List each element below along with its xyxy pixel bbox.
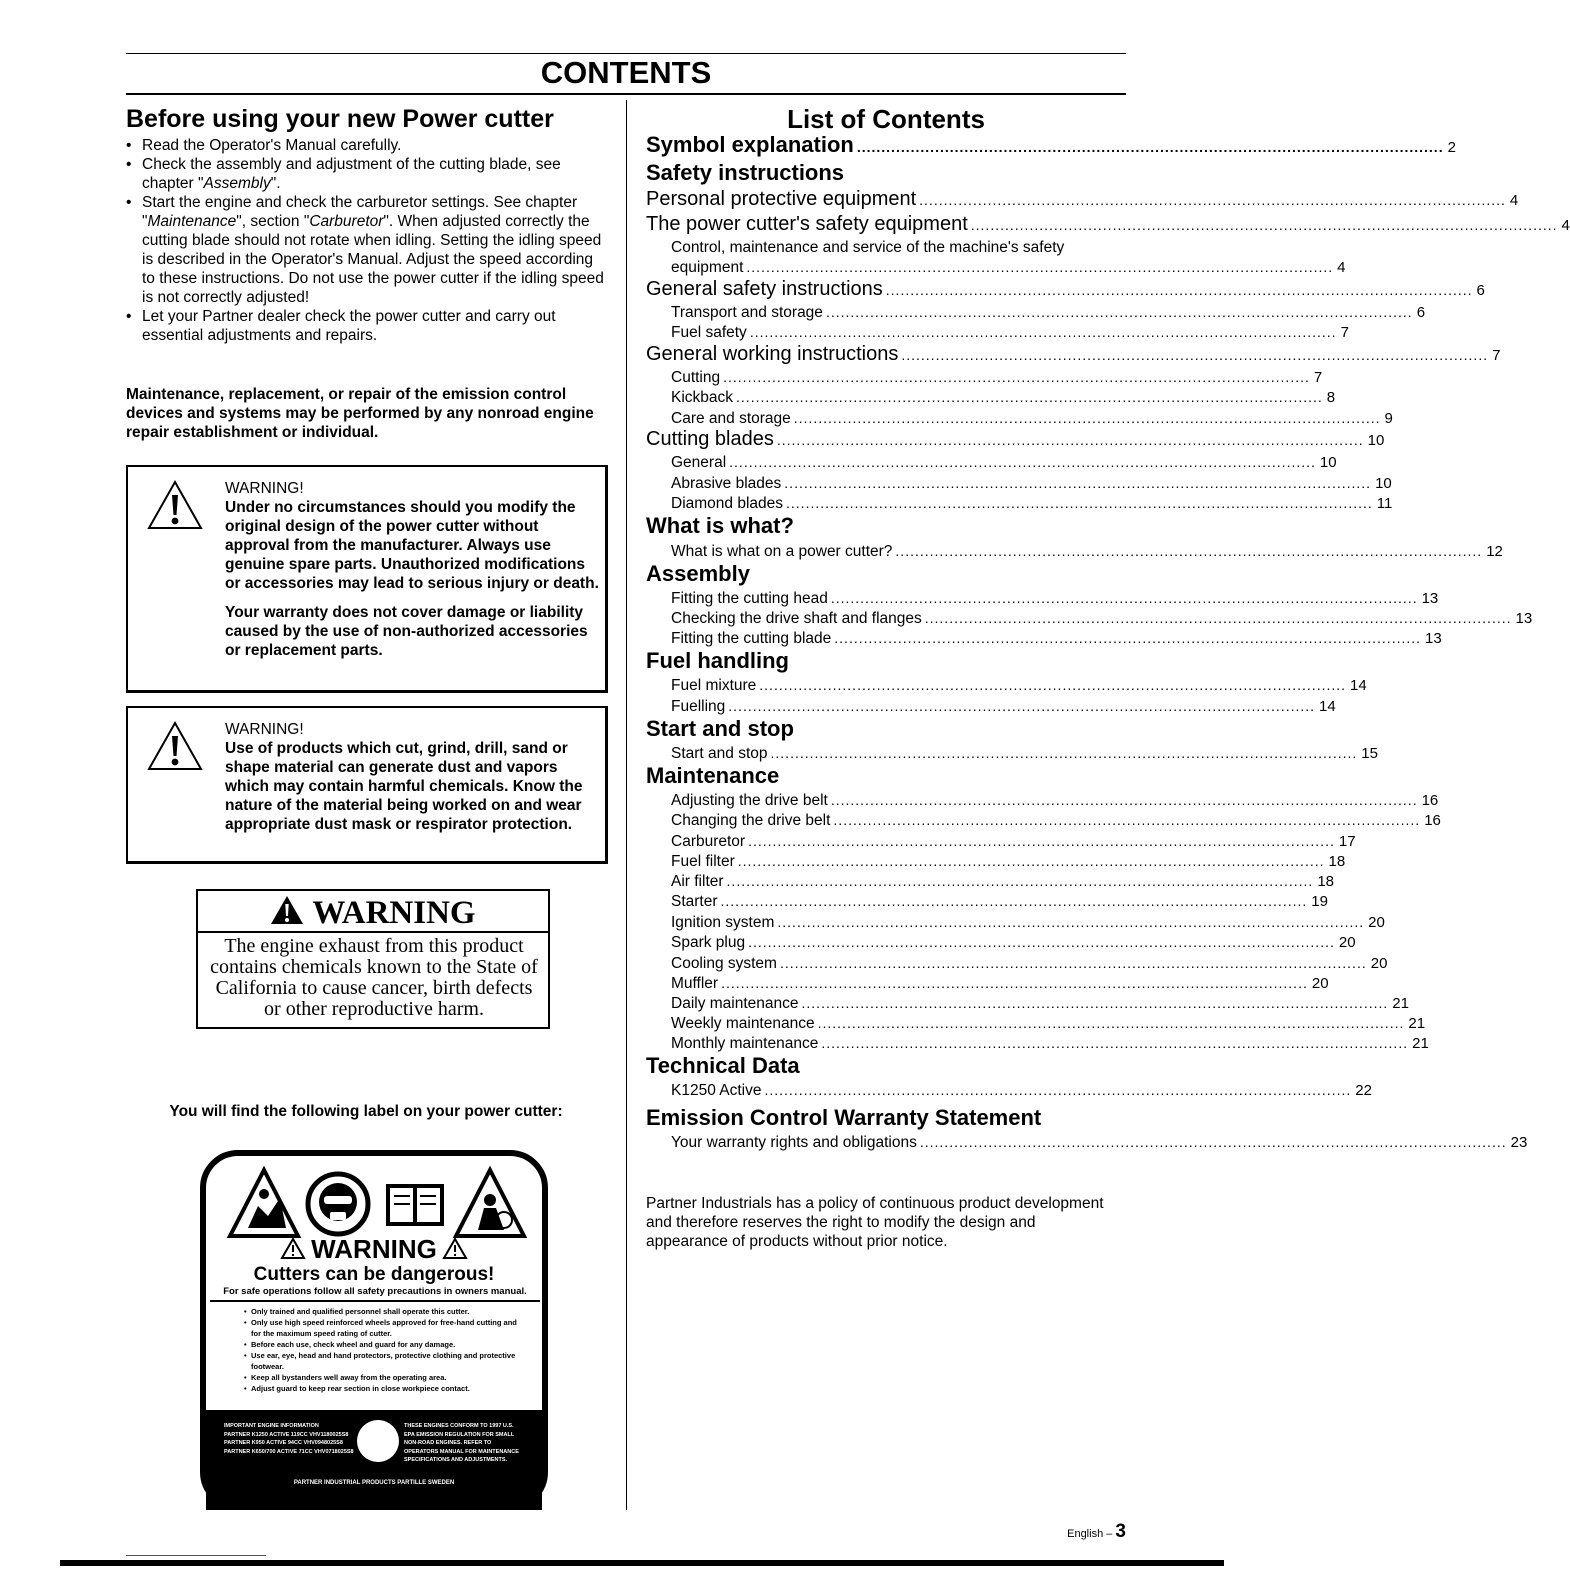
emission-note: Maintenance, replacement, or repair of the emission control devices and systems may be performed by any nonroad engine repair establishment or individual. [126, 386, 594, 441]
toc-entry[interactable]: Monthly maintenance ........................................................................................................................ 21 [671, 1035, 1429, 1052]
protective-gear-icon [308, 1174, 368, 1234]
bullet-icon: • [126, 194, 132, 211]
toc-entry[interactable]: Changing the drive belt ........................................................................................................................ 16 [671, 812, 1441, 829]
footer-language: English [1067, 1528, 1104, 1540]
prop65-title: WARNING [312, 895, 476, 931]
intro-list [126, 136, 606, 345]
toc-entry[interactable]: Transport and storage ........................................................................................................................ 6 [671, 304, 1426, 321]
decal-bullets [244, 1306, 524, 1394]
operator-hazard-icon [456, 1170, 524, 1236]
warning-triangle-icon [270, 895, 304, 925]
title-rule [126, 93, 1126, 95]
toc-entry[interactable]: Cooling system ........................................................................................................................ 20 [671, 955, 1388, 972]
partner-note: Partner Industrials has a policy of continuous product development and therefore reserves the right to modify the design and appearance of products without prior notice. [646, 1195, 1104, 1250]
prop65-text: The engine exhaust from this product contains chemicals known to the State of California to cause cancer, birth defects or other reproductive harm. [210, 935, 538, 1020]
toc-entry[interactable]: Your warranty rights and obligations ........................................................................................................................ 23 [671, 1134, 1528, 1151]
toc-entry[interactable]: Cutting ........................................................................................................................ 7 [671, 369, 1323, 386]
toc-entry[interactable]: Carburetor ........................................................................................................................ 17 [671, 833, 1356, 850]
decal-maker: PARTNER INDUSTRIAL PRODUCTS PARTILLE SWEDEN [293, 1480, 455, 1486]
decal-rule [210, 1300, 540, 1302]
decal-safety-line: For safe operations follow all safety precautions in owners manual. [223, 1286, 527, 1297]
toc-section-heading[interactable]: Technical Data [646, 1053, 800, 1078]
footer-separator: – [1103, 1528, 1116, 1540]
toc-entry[interactable]: Fuel filter ........................................................................................................................ 18 [671, 853, 1346, 870]
warning-triangle-icon [147, 720, 203, 772]
warning-triangle-icon [147, 479, 203, 531]
decal-bullet: • Only use high speed reinforced wheels approved for free-hand cutting and for the maximum speed rating of cutter. [244, 1318, 517, 1338]
warning-text: Your warranty does not cover damage or liability caused by the use of non-authorized accessories or replacement parts. [225, 604, 588, 659]
decal-warning: WARNING [206, 1234, 542, 1264]
toc-entry[interactable]: Fitting the cutting head ........................................................................................................................ 13 [671, 590, 1439, 607]
toc-entry[interactable]: Cutting blades ........................................................................................................................ 10 [646, 428, 1385, 450]
toc-heading: List of Contents [787, 104, 985, 134]
toc-entry[interactable]: The power cutter's safety equipment ........................................................................................................................ 4 [646, 213, 1570, 235]
warning-box-dust [126, 706, 608, 864]
decal-bullet: • Before each use, check wheel and guard for any damage. [244, 1340, 456, 1349]
toc-entry[interactable]: Checking the drive shaft and flanges ........................................................................................................................ 13 [671, 610, 1533, 627]
toc-entry[interactable]: Adjusting the drive belt ........................................................................................................................ 16 [671, 792, 1439, 809]
toc-entry-text[interactable]: Control, maintenance and service of the machine's safety [671, 239, 1065, 256]
toc-entry[interactable]: Air filter ........................................................................................................................ 18 [671, 873, 1334, 890]
toc-entry[interactable]: Personal protective equipment ........................................................................................................................ 4 [646, 188, 1519, 210]
decal-bullet: • Use ear, eye, head and hand protectors, protective clothing and protective footwear. [244, 1351, 516, 1371]
toc-entry[interactable]: General working instructions ........................................................................................................................ 7 [646, 343, 1501, 365]
toc-section-heading[interactable]: Assembly [646, 561, 750, 586]
warning-text: Under no circumstances should you modify the original design of the power cutter without approval from the manufacturer. Always use genuine spare parts. Unauthorized modifications or accessories may lead to serious injury or death. [225, 499, 599, 592]
toc-entry[interactable]: Fuel safety ........................................................................................................................ 7 [671, 324, 1349, 341]
toc-entry[interactable]: Spark plug ........................................................................................................................ 20 [671, 934, 1356, 951]
bottom-short-rule [126, 1555, 266, 1556]
prop65-header [198, 891, 548, 933]
toc-entry[interactable]: K1250 Active ........................................................................................................................ 22 [671, 1082, 1372, 1099]
decal-subtitle: Cutters can be dangerous! [253, 1264, 495, 1285]
prop65-warning-box [196, 889, 550, 1029]
intro-item: • Let your Partner dealer check the power cutter and carry out essential adjustments and repairs. [126, 308, 556, 344]
toc-entry[interactable]: Starter ........................................................................................................................ 19 [671, 893, 1328, 910]
decal-engine-panel [206, 1410, 542, 1510]
bullet-icon: • [126, 156, 132, 173]
intro-item: • Start the engine and check the carburetor settings. See chapter "Maintenance", section "Carburetor". When adjusted correctly the cutting blade should not rotate when idling. Setting the idling speed is described in the Operator's Manual. Adjust the speed according to these instructions. Do not use the power cutter if the idling speed is not correctly adjusted! [126, 194, 604, 306]
warning-label: WARNING! [225, 721, 304, 738]
left-heading: Before using your new Power cutter [126, 105, 554, 133]
toc-entry[interactable]: General ........................................................................................................................ 10 [671, 454, 1337, 471]
warning-triangle-icon [443, 1238, 467, 1259]
toc-section-heading[interactable]: Emission Control Warranty Statement [646, 1105, 1042, 1130]
page-title: CONTENTS [540, 55, 712, 90]
emission-sticker-disc [357, 1420, 399, 1462]
toc-entry[interactable]: Fuelling ........................................................................................................................ 14 [671, 698, 1336, 715]
toc-section-heading[interactable]: Start and stop [646, 716, 794, 741]
engine-info: IMPORTANT ENGINE INFORMATION PARTNER K1250 ACTIVE 119CC VHV1180025S8 PARTNER K950 ACTIVE 94CC VHV0948025S8 PARTNER K650/700 ACTIVE 71CC VHV0718025S8 [224, 1423, 354, 1455]
decal-bullet: • Keep all bystanders well away from the operating area. [244, 1373, 447, 1382]
toc-section-heading[interactable]: What is what? [646, 513, 794, 538]
bottom-rule [60, 1560, 1224, 1566]
decal-bullet: • Only trained and qualified personnel shall operate this cutter. [244, 1307, 470, 1316]
cutting-hazard-icon [230, 1170, 298, 1236]
column-divider [626, 100, 627, 1510]
toc-entry[interactable]: Weekly maintenance ........................................................................................................................ 21 [671, 1015, 1426, 1032]
page-footer [1050, 1521, 1126, 1543]
warning-triangle-icon [281, 1238, 305, 1259]
page-number: 3 [1115, 1521, 1126, 1542]
toc-entry[interactable]: Diamond blades ........................................................................................................................ 11 [671, 495, 1393, 512]
toc-entry[interactable]: Start and stop ........................................................................................................................ 15 [671, 745, 1378, 762]
toc-entry[interactable]: Symbol explanation ........................................................................................................................ 2 [646, 132, 1456, 157]
toc-entry[interactable]: Fitting the cutting blade ........................................................................................................................ 13 [671, 630, 1442, 647]
intro-item: • Read the Operator's Manual carefully. [126, 137, 402, 154]
intro-item: • Check the assembly and adjustment of the cutting blade, see chapter "Assembly". [126, 156, 561, 192]
toc-section-heading[interactable]: Maintenance [646, 763, 780, 788]
label-note: You will find the following label on your power cutter: [169, 1103, 563, 1120]
toc-entry[interactable]: Fuel mixture ........................................................................................................................ 14 [671, 677, 1367, 694]
decal-icons [228, 1168, 528, 1240]
toc-entry[interactable]: Abrasive blades ........................................................................................................................ 10 [671, 475, 1392, 492]
bullet-icon: • [126, 137, 132, 154]
decal-bullet: • Adjust guard to keep rear section in close workpiece contact. [244, 1384, 470, 1393]
warning-label: WARNING! [225, 480, 304, 497]
toc-entry[interactable]: equipment ........................................................................................................................ 4 [671, 259, 1346, 276]
warning-box-modification [126, 465, 608, 693]
warning-decal [200, 1150, 548, 1510]
toc-entry[interactable]: Muffler ........................................................................................................................ 20 [671, 975, 1329, 992]
epa-info: THESE ENGINES CONFORM TO 1997 U.S. EPA EMISSION REGULATION FOR SMALL NON-ROAD ENGINES. REFER TO OPERATORS MANUAL FOR MAINTENANCE SPECIFICATIONS AND ADJUSTMENTS. [404, 1423, 519, 1463]
toc-entry[interactable]: What is what on a power cutter? ........................................................................................................................ 12 [671, 543, 1503, 560]
warning-text: Use of products which cut, grind, drill, sand or shape material can generate dust and vapors which may contain harmful chemicals. Know the nature of the material being worked on and wear appropriate dust mask or respirator protection. [225, 740, 583, 833]
toc-entry[interactable]: Care and storage ........................................................................................................................ 9 [671, 410, 1393, 427]
toc-entry[interactable]: Kickback ........................................................................................................................ 8 [671, 389, 1336, 406]
toc-entry[interactable]: Ignition system ........................................................................................................................ 20 [671, 914, 1385, 931]
read-manual-icon [388, 1186, 442, 1224]
toc-section-heading[interactable]: Safety instructions [646, 160, 845, 185]
toc-entry[interactable]: General safety instructions ........................................................................................................................ 6 [646, 278, 1485, 300]
toc-entry[interactable]: Daily maintenance ........................................................................................................................ 21 [671, 995, 1409, 1012]
toc-section-heading[interactable]: Fuel handling [646, 648, 789, 673]
bullet-icon: • [126, 308, 132, 325]
